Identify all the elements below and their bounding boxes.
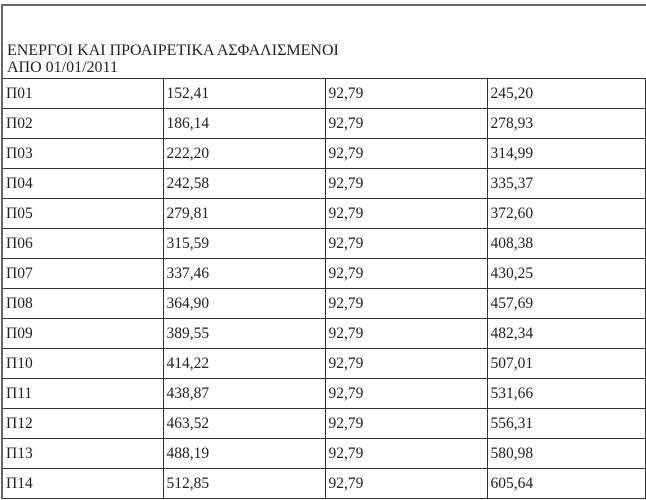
amount-cell: 337,46 bbox=[163, 259, 325, 289]
total-cell: 408,38 bbox=[487, 229, 645, 259]
contribution-table bbox=[3, 78, 646, 499]
total-cell: 507,01 bbox=[487, 349, 645, 379]
class-cell: Π12 bbox=[3, 409, 163, 439]
table-row bbox=[3, 469, 645, 499]
amount-cell: 222,20 bbox=[163, 139, 325, 169]
amount-cell: 488,19 bbox=[163, 439, 325, 469]
class-cell: Π02 bbox=[3, 109, 163, 139]
table-row bbox=[3, 349, 645, 379]
table-row bbox=[3, 79, 645, 109]
total-cell: 580,98 bbox=[487, 439, 645, 469]
table-row bbox=[3, 289, 645, 319]
table-row bbox=[3, 109, 645, 139]
total-cell: 531,66 bbox=[487, 379, 645, 409]
fixed-amount-cell: 92,79 bbox=[325, 439, 487, 469]
total-cell: 372,60 bbox=[487, 199, 645, 229]
fixed-amount-cell: 92,79 bbox=[325, 469, 487, 499]
amount-cell: 242,58 bbox=[163, 169, 325, 199]
class-cell: Π13 bbox=[3, 439, 163, 469]
table-row bbox=[3, 409, 645, 439]
class-cell: Π01 bbox=[3, 79, 163, 109]
fixed-amount-cell: 92,79 bbox=[325, 199, 487, 229]
total-cell: 278,93 bbox=[487, 109, 645, 139]
class-cell: Π03 bbox=[3, 139, 163, 169]
table-row bbox=[3, 259, 645, 289]
total-cell: 335,37 bbox=[487, 169, 645, 199]
fixed-amount-cell: 92,79 bbox=[325, 379, 487, 409]
amount-cell: 279,81 bbox=[163, 199, 325, 229]
amount-cell: 152,41 bbox=[163, 79, 325, 109]
class-cell: Π11 bbox=[3, 379, 163, 409]
amount-cell: 463,52 bbox=[163, 409, 325, 439]
insurance-table bbox=[1, 4, 646, 499]
fixed-amount-cell: 92,79 bbox=[325, 109, 487, 139]
table-row bbox=[3, 319, 645, 349]
fixed-amount-cell: 92,79 bbox=[325, 169, 487, 199]
total-cell: 556,31 bbox=[487, 409, 645, 439]
total-cell: 457,69 bbox=[487, 289, 645, 319]
table-row bbox=[3, 169, 645, 199]
class-cell: Π05 bbox=[3, 199, 163, 229]
total-cell: 245,20 bbox=[487, 79, 645, 109]
class-cell: Π08 bbox=[3, 289, 163, 319]
class-cell: Π09 bbox=[3, 319, 163, 349]
fixed-amount-cell: 92,79 bbox=[325, 409, 487, 439]
total-cell: 314,99 bbox=[487, 139, 645, 169]
amount-cell: 389,55 bbox=[163, 319, 325, 349]
fixed-amount-cell: 92,79 bbox=[325, 259, 487, 289]
table-row bbox=[3, 439, 645, 469]
amount-cell: 186,14 bbox=[163, 109, 325, 139]
table-row bbox=[3, 199, 645, 229]
class-cell: Π04 bbox=[3, 169, 163, 199]
fixed-amount-cell: 92,79 bbox=[325, 139, 487, 169]
fixed-amount-cell: 92,79 bbox=[325, 79, 487, 109]
amount-cell: 315,59 bbox=[163, 229, 325, 259]
total-cell: 605,64 bbox=[487, 469, 645, 499]
fixed-amount-cell: 92,79 bbox=[325, 319, 487, 349]
fixed-amount-cell: 92,79 bbox=[325, 349, 487, 379]
class-cell: Π14 bbox=[3, 469, 163, 499]
class-cell: Π10 bbox=[3, 349, 163, 379]
class-cell: Π06 bbox=[3, 229, 163, 259]
table-subtitle: ΑΠΟ 01/01/2011 bbox=[7, 59, 118, 76]
class-cell: Π07 bbox=[3, 259, 163, 289]
table-row bbox=[3, 139, 645, 169]
fixed-amount-cell: 92,79 bbox=[325, 229, 487, 259]
table-header bbox=[3, 6, 646, 78]
fixed-amount-cell: 92,79 bbox=[325, 289, 487, 319]
amount-cell: 414,22 bbox=[163, 349, 325, 379]
amount-cell: 512,85 bbox=[163, 469, 325, 499]
table-row bbox=[3, 229, 645, 259]
total-cell: 430,25 bbox=[487, 259, 645, 289]
total-cell: 482,34 bbox=[487, 319, 645, 349]
table-title: ΕΝΕΡΓΟΙ ΚΑΙ ΠΡΟΑΙΡΕΤΙΚΑ ΑΣΦΑΛΙΣΜΕΝΟΙ bbox=[7, 42, 339, 59]
table-row bbox=[3, 379, 645, 409]
amount-cell: 438,87 bbox=[163, 379, 325, 409]
amount-cell: 364,90 bbox=[163, 289, 325, 319]
